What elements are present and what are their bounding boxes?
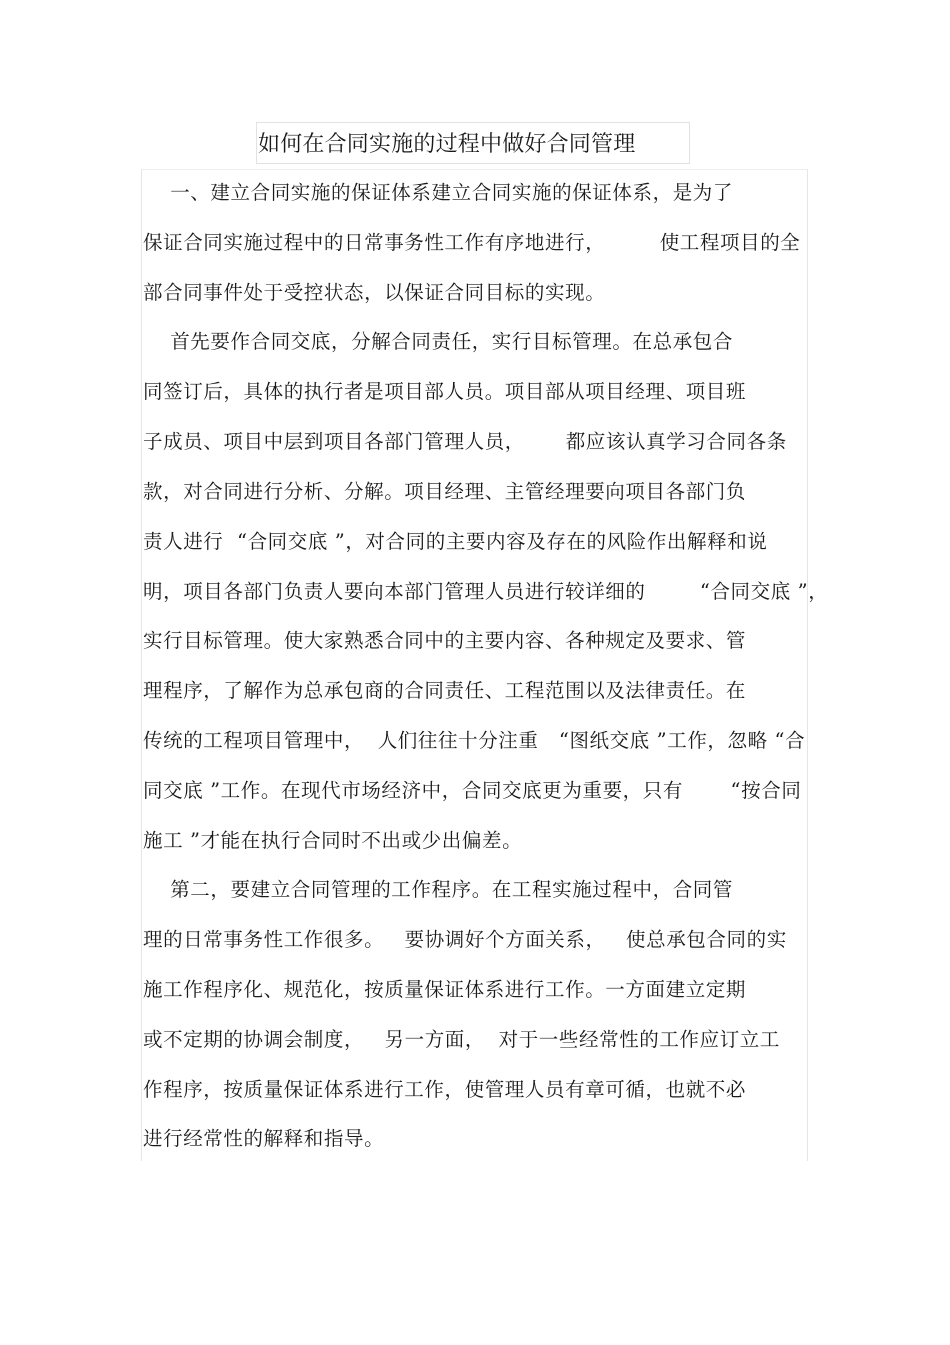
- text-line: 明，项目各部门负责人要向本部门管理人员进行较详细的 “合同交底 ”，: [143, 580, 829, 603]
- text-line: 款，对合同进行分析、分解。项目经理、主管经理要向项目各部门负: [143, 480, 747, 503]
- text-line: 子成员、项目中层到项目各部门管理人员， 都应该认真学习合同各条: [143, 430, 787, 453]
- text-line: 作程序，按质量保证体系进行工作，使管理人员有章可循，也就不必: [143, 1078, 747, 1101]
- text-line: 保证合同实施过程中的日常事务性工作有序地进行， 使工程项目的全: [143, 231, 801, 254]
- text-line: 实行目标管理。使大家熟悉合同中的主要内容、各种规定及要求、管: [143, 629, 747, 652]
- text-line: 同交底 ”工作。在现代市场经济中，合同交底更为重要，只有 “按合同: [143, 779, 802, 802]
- text-line: 第二，要建立合同管理的工作程序。在工程实施过程中，合同管: [143, 878, 733, 901]
- text-line: 首先要作合同交底，分解合同责任，实行目标管理。在总承包合: [143, 330, 733, 353]
- text-line: 进行经常性的解释和指导。: [143, 1127, 385, 1150]
- text-line: 同签订后，具体的执行者是项目部人员。项目部从项目经理、项目班: [143, 380, 747, 403]
- document-title: 如何在合同实施的过程中做好合同管理: [258, 132, 636, 157]
- text-line: 部合同事件处于受控状态，以保证合同目标的实现。: [143, 281, 606, 304]
- text-line: 理程序，了解作为总承包商的合同责任、工程范围以及法律责任。在: [143, 679, 747, 702]
- text-line: 传统的工程项目管理中， 人们往往十分注重 “图纸交底 ”工作，忽略 “合: [143, 729, 806, 752]
- text-line: 责人进行 “合同交底 ”，对合同的主要内容及存在的风险作出解释和说: [143, 530, 768, 553]
- body-text-frame: [141, 169, 808, 1161]
- text-line: 施工作程序化、规范化，按质量保证体系进行工作。一方面建立定期: [143, 978, 747, 1001]
- text-line: 理的日常事务性工作很多。 要协调好个方面关系， 使总承包合同的实: [143, 928, 787, 951]
- text-line: 或不定期的协调会制度， 另一方面， 对于一些经常性的工作应订立工: [143, 1028, 780, 1051]
- text-line: 施工 ”才能在执行合同时不出或少出偏差。: [143, 829, 523, 852]
- text-line: 一、建立合同实施的保证体系建立合同实施的保证体系，是为了: [143, 181, 733, 204]
